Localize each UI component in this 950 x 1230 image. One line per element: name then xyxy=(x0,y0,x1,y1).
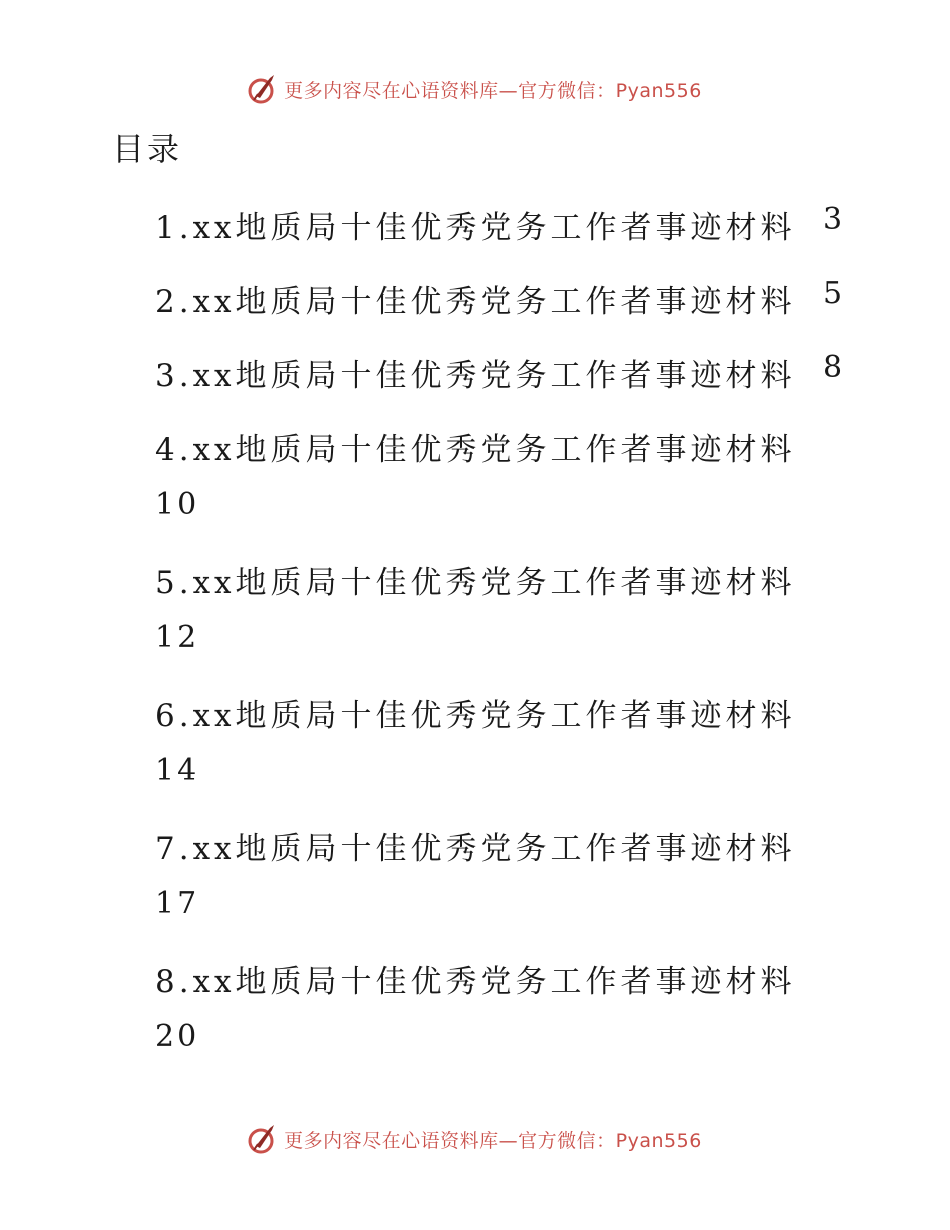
toc-entry-label: 3.xx地质局十佳优秀党务工作者事迹材料 xyxy=(155,358,796,394)
toc-entry-page: 8 xyxy=(823,350,847,385)
toc-entry[interactable] xyxy=(155,276,847,321)
toc-entry[interactable] xyxy=(155,956,796,1054)
footer-watermark xyxy=(0,1122,950,1156)
toc-entry[interactable] xyxy=(155,350,847,395)
toc-entry-label: 1.xx地质局十佳优秀党务工作者事迹材料 xyxy=(155,210,796,246)
quill-pen-logo-icon xyxy=(248,1122,278,1156)
toc-title: 目录 xyxy=(112,130,183,168)
toc-entry-page: 12 xyxy=(155,620,200,655)
toc-entry[interactable] xyxy=(155,557,796,655)
toc-entry-label: 2.xx地质局十佳优秀党务工作者事迹材料 xyxy=(155,284,796,320)
header-watermark xyxy=(0,72,950,106)
toc-entry[interactable] xyxy=(155,202,847,247)
toc-entry[interactable] xyxy=(155,424,796,522)
toc-entry-page: 5 xyxy=(823,276,847,311)
toc-entry[interactable] xyxy=(155,690,796,788)
toc-entry-page: 3 xyxy=(823,202,847,237)
toc-entry-page: 10 xyxy=(155,487,200,522)
watermark-text: 更多内容尽在心语资料库—官方微信：Pyan556 xyxy=(284,79,702,102)
toc-entry-label: 4.xx地质局十佳优秀党务工作者事迹材料 xyxy=(155,432,796,468)
toc-entry-label: 8.xx地质局十佳优秀党务工作者事迹材料 xyxy=(155,964,796,1000)
toc-entry-page: 20 xyxy=(155,1019,200,1054)
toc-entry[interactable] xyxy=(155,823,796,921)
toc-entry-label: 5.xx地质局十佳优秀党务工作者事迹材料 xyxy=(155,565,796,601)
quill-pen-logo-icon xyxy=(248,72,278,106)
toc-entry-page: 14 xyxy=(155,753,200,788)
toc-entry-label: 7.xx地质局十佳优秀党务工作者事迹材料 xyxy=(155,831,796,867)
toc-entry-page: 17 xyxy=(155,886,200,921)
watermark-text: 更多内容尽在心语资料库—官方微信：Pyan556 xyxy=(284,1129,702,1152)
toc-entry-label: 6.xx地质局十佳优秀党务工作者事迹材料 xyxy=(155,698,796,734)
